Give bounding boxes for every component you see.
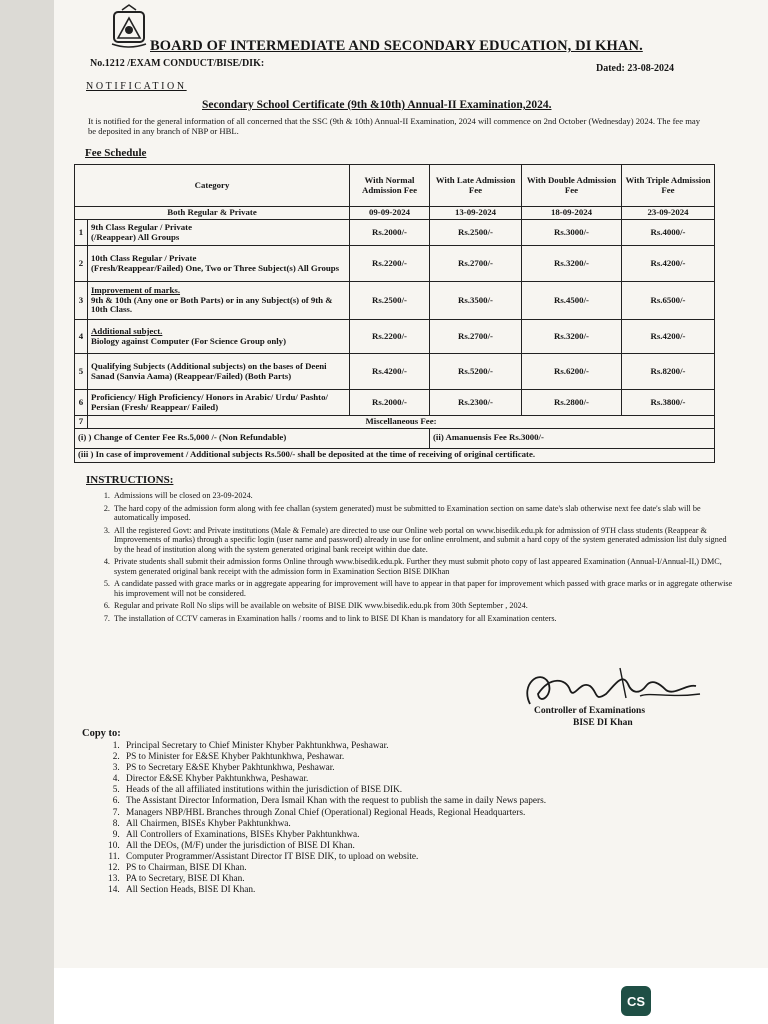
list-item: 14. All Section Heads, BISE DI Khan.: [122, 885, 546, 896]
list-item: 1. Principal Secretary to Chief Minister Khyber Pakhtunkhwa, Peshawar.: [122, 741, 546, 752]
misc-fee-i: (i) ) Change of Center Fee Rs.5,000 /- (Non Refundable): [75, 428, 430, 448]
table-row: 6 Proficiency/ High Proficiency/ Honors in Arabic/ Urdu/ Pashto/ Persian (Fresh/ Reappear/ Failed) Rs.2000/- Rs.2300/- Rs.2800/- Rs.3800/-: [75, 390, 715, 416]
both-label: Both Regular & Private: [75, 207, 350, 220]
notification-date: Dated: 23-08-2024: [596, 63, 675, 74]
row-7-number: 7: [75, 416, 88, 429]
camscanner-badge-icon: CS: [621, 986, 651, 1016]
list-item: 11. Computer Programmer/Assistant Director IT BISE DIK, to upload on website.: [122, 852, 546, 863]
row-desc: (/Reappear) All Groups: [91, 231, 180, 242]
list-item: 4. Director E&SE Khyber Pakhtunkhwa, Peshawar.: [122, 774, 546, 785]
date-double: 18-09-2024: [522, 207, 622, 220]
row-title: 9th Class Regular / Private: [91, 222, 192, 232]
list-item: 1. Admissions will be closed on 23-09-2024.: [112, 491, 736, 501]
list-item: 12. PS to Chairman, BISE DI Khan.: [122, 863, 546, 874]
handwritten-signature: [510, 664, 710, 710]
list-item: 5. A candidate passed with grace marks or in aggregate appearing for improvement will have to appear in that paper for improvement which passed with grace marks or in aggregate otherwise his improvement will not be considered.: [112, 579, 736, 598]
fee-schedule-heading: Fee Schedule: [85, 147, 147, 159]
col-normal: With Normal Admission Fee: [350, 165, 430, 207]
row-desc: 9th & 10th (Any one or Both Parts) or in any Subject(s) of 9th & 10th Class.: [91, 294, 333, 315]
list-item: 6. The Assistant Director Information, Dera Ismail Khan with the request to publish the same in daily News papers.: [122, 796, 546, 807]
table-row: 1 9th Class Regular / Private (/Reappear) All Groups Rs.2000/- Rs.2500/- Rs.3000/- Rs.4000/-: [75, 220, 715, 246]
instructions-heading: INSTRUCTIONS:: [86, 474, 174, 486]
list-item: 13. PA to Secretary, BISE DI Khan.: [122, 874, 546, 885]
row-desc: (Fresh/Reappear/Failed) One, Two or Three Subject(s) All Groups: [91, 262, 340, 273]
subject-line: Secondary School Certificate (9th &10th) Annual-II Examination,2024.: [202, 99, 552, 111]
list-item: 10. All the DEOs, (M/F) under the jurisdiction of BISE DI Khan.: [122, 841, 546, 852]
row-desc: Proficiency/ High Proficiency/ Honors in Arabic/ Urdu/ Pashto/ Persian (Fresh/ Reappear/ Failed): [88, 390, 350, 416]
table-row: 5 Qualifying Subjects (Additional subjects) on the bases of Deeni Sanad (Sanvia Aama) (Reappear/Failed) (Both Parts) Rs.4200/- Rs.5200/- Rs.6200/- Rs.8200/-: [75, 354, 715, 390]
list-item: 7. Managers NBP/HBL Branches through Zonal Chief (Operational) Regional Heads, Regional Headquarters.: [122, 808, 546, 819]
row-title: Improvement of marks.: [91, 285, 181, 296]
copy-to-list: [104, 741, 546, 896]
list-item: 4. Private students shall submit their admission forms Online through www.bisedik.edu.pk. Further they must submit photo copy of last appeared Examination (Annual-I/Annual-II,) DMC, system generated original bank receipt with the admission form in Examination Section BISE DIKhan: [112, 557, 736, 576]
list-item: 7. The installation of CCTV cameras in Examination halls / rooms and to link to BISE DI Khan is mandatory for all Examination centers.: [112, 614, 736, 624]
date-normal: 09-09-2024: [350, 207, 430, 220]
row-title: 10th Class Regular / Private: [91, 253, 197, 263]
list-item: 3. PS to Secretary E&SE Khyber Pakhtunkhwa, Peshawar.: [122, 763, 546, 774]
copy-to-heading: Copy to:: [82, 728, 121, 739]
list-item: 8. All Chairmen, BISEs Khyber Pakhtunkhwa.: [122, 819, 546, 830]
list-item: 5. Heads of the all affiliated institutions within the jurisdiction of BISE DIK.: [122, 785, 546, 796]
misc-fee-iii: (iii ) In case of improvement / Additional subjects Rs.500/- shall be deposited at the time of receiving of original certificate.: [75, 448, 715, 462]
col-category: Category: [75, 165, 350, 207]
list-item: 2. The hard copy of the admission form along with fee challan (system generated) must be submitted to Examination section on same date's slab otherwise next fee date's slab will be automatically imposed.: [112, 504, 736, 523]
fee-schedule-table: [74, 164, 715, 463]
list-item: 3. All the registered Govt: and Private institutions (Male & Female) are directed to use our Online web portal on www.bisedik.edu.pk for admission of 9TH class students (Reappear & Improvements of marks) through a specific login (user name and password) already in use for online enrolment, and submit a hard copy of the system generated admission list duly signed by the head of institution along with the system generated original bank receipt within due date.: [112, 526, 736, 555]
col-double: With Double Admission Fee: [522, 165, 622, 207]
page-shadow: [0, 0, 54, 1024]
row-desc: Qualifying Subjects (Additional subjects) on the bases of Deeni Sanad (Sanvia Aama) (Reappear/Failed) (Both Parts): [88, 354, 350, 390]
table-row: 4 Additional subject. Biology against Computer (For Science Group only) Rs.2200/- Rs.2700/- Rs.3200/- Rs.4200/-: [75, 320, 715, 354]
board-logo-icon: [108, 4, 150, 50]
date-late: 13-09-2024: [430, 207, 522, 220]
misc-fee-label: Miscellaneous Fee:: [88, 416, 715, 429]
board-name: BOARD OF INTERMEDIATE AND SECONDARY EDUCATION, DI KHAN.: [150, 38, 643, 54]
intro-paragraph: It is notified for the general information of all concerned that the SSC (9th & 10th) Annual-II Examination, 2024 will commence on 2nd October (Wednesday) 2024. The fee may be deposited in any branch of NBP or HBL.: [88, 116, 701, 136]
notification-heading: NOTIFICATION: [86, 81, 187, 92]
date-triple: 23-09-2024: [622, 207, 715, 220]
row-desc: Biology against Computer (For Science Group only): [91, 335, 287, 346]
col-triple: With Triple Admission Fee: [622, 165, 715, 207]
misc-fee-ii: (ii) Amanuensis Fee Rs.3000/-: [430, 428, 715, 448]
table-row: 3 Improvement of marks. 9th & 10th (Any one or Both Parts) or in any Subject(s) of 9th & 10th Class. Rs.2500/- Rs.3500/- Rs.4500/- Rs.6500/-: [75, 282, 715, 320]
list-item: 2. PS to Minister for E&SE Khyber Pakhtunkhwa, Peshawar.: [122, 752, 546, 763]
row-title: Additional subject.: [91, 326, 163, 336]
list-item: 6. Regular and private Roll No slips will be available on website of BISE DIK www.bisedik.edu.pk from 30th September , 2024.: [112, 601, 736, 611]
signatory-organization: BISE DI Khan: [573, 718, 633, 728]
col-late: With Late Admission Fee: [430, 165, 522, 207]
reference-number: No.1212 /EXAM CONDUCT/BISE/DIK:: [90, 58, 265, 69]
signatory-title: Controller of Examinations: [534, 706, 646, 716]
bottom-strip: [54, 968, 768, 1024]
table-row: 2 10th Class Regular / Private (Fresh/Reappear/Failed) One, Two or Three Subject(s) All Groups Rs.2200/- Rs.2700/- Rs.3200/- Rs.4200/-: [75, 246, 715, 282]
list-item: 9. All Controllers of Examinations, BISEs Khyber Pakhtunkhwa.: [122, 830, 546, 841]
instructions-list: [86, 491, 736, 626]
